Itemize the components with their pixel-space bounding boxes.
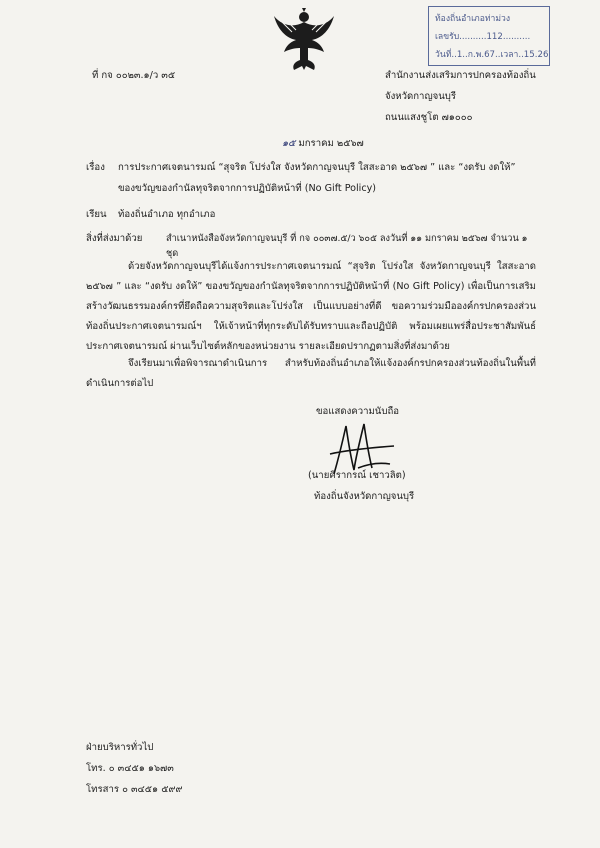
body-paragraph-2: [86, 354, 536, 394]
signatory-name: (นายคิรากรณ์ เชาวลิต): [308, 470, 406, 481]
attachment-label: สิ่งที่ส่งมาด้วย: [86, 233, 143, 244]
date-day: ๑๕: [282, 138, 296, 149]
received-stamp: [428, 6, 550, 66]
closing-regards: ขอแสดงความนับถือ: [316, 406, 400, 417]
document-number: ที่ กจ ๐๐๒๓.๑/ว ๓๕: [92, 70, 176, 81]
subject-label: เรื่อง: [86, 162, 105, 173]
body-paragraph-1-text: ด้วยจังหวัดกาญจนบุรีได้แจ้งการประกาศเจตนารมณ์ “สุจริต โปร่งใส จังหวัดกาญจนบุรี ใสสะอาด ๒๕๖๗ ” และ “งดรับ งดให้” ของขวัญของกำนัลทุจริตจากการปฏิบัติหน้าที่ (No Gift Policy) เพื่อเป็นการเสริมสร้างวัฒนธรรมองค์กรที่ยึดถือความสุจริตและโปร่งใส เป็นแบบอย่างที่ดี ขอความร่วมมือองค์กรปกครองส่วนท้องถิ่นประกาศเจตนารมณ์ฯ ให้เจ้าหน้าที่ทุกระดับได้รับทราบและถือปฏิบัติ พร้อมเผยแพร่สื่อประชาสัมพันธ์ประกาศเจตนารมณ์ ผ่านเว็บไซต์หลักของหน่วยงาน รายละเอียดปรากฏตามสิ่งที่ส่งมาด้วย: [86, 261, 536, 352]
department-name: ฝ่ายบริหารทั่วไป: [86, 742, 154, 753]
stamp-office: ท้องถิ่นอำเภอท่าม่วง: [435, 14, 511, 24]
body-paragraph-1: [86, 257, 536, 357]
attachment-text: สำเนาหนังสือจังหวัดกาญจนบุรี ที่ กจ ๐๐๓๗.๕/ว ๖๐๕ ลงวันที่ ๑๑ มกราคม ๒๕๖๗ จำนวน ๑ ชุด: [166, 233, 528, 259]
office-province: จังหวัดกาญจนบุรี: [385, 91, 457, 102]
office-address: ถนนแสงชูโต ๗๑๐๐๐: [385, 112, 473, 123]
subject-line-2: ของขวัญของกำนัลทุจริตจากการปฏิบัติหน้าที่ (No Gift Policy): [118, 183, 377, 194]
fax-number: โทรสาร ๐ ๓๔๕๑ ๕๙๙: [86, 784, 183, 795]
document-date: [282, 136, 364, 151]
date-month-year: มกราคม ๒๕๖๗: [298, 138, 364, 149]
stamp-date: วันที่..1..ก.พ.67..เวลา..15.26: [435, 50, 549, 60]
garuda-emblem-icon: [272, 8, 336, 72]
stamp-number: เลขรับ..........112..........: [435, 32, 531, 42]
subject-line-1: การประกาศเจตนารมณ์ “สุจริต โปร่งใส จังหวัดกาญจนบุรี ใสสะอาด ๒๕๖๗ ” และ “งดรับ งดให้”: [118, 162, 516, 173]
signatory-position: ท้องถิ่นจังหวัดกาญจนบุรี: [314, 491, 415, 502]
telephone-number: โทร. ๐ ๓๔๕๑ ๑๖๗๓: [86, 763, 174, 774]
office-name: สำนักงานส่งเสริมการปกครองท้องถิ่น: [385, 70, 536, 81]
recipient-text: ท้องถิ่นอำเภอ ทุกอำเภอ: [118, 209, 216, 220]
body-paragraph-2-text: จึงเรียนมาเพื่อพิจารณาดำเนินการ สำหรับท้องถิ่นอำเภอให้แจ้งองค์กรปกครองส่วนท้องถิ่นในพื้นที่ดำเนินการต่อไป: [86, 358, 536, 389]
recipient-label: เรียน: [86, 209, 107, 220]
